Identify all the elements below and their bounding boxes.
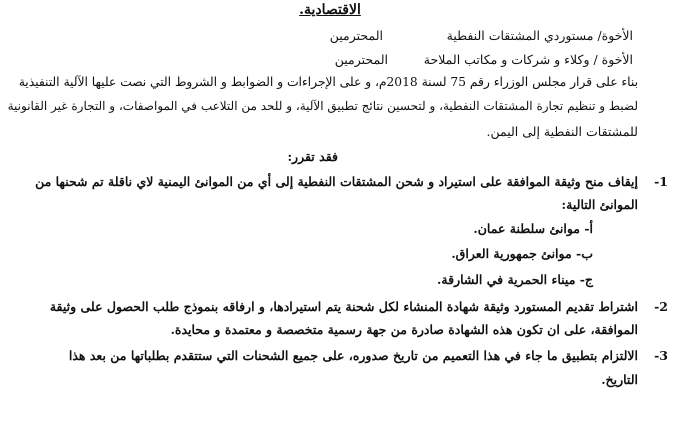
greeting-honorific-2: المحترمين [334,52,388,67]
item-text-line: الموافقة، على ان تكون هذه الشهادة صادرة من جهة رسمية متخصصة و معتمدة و محايدة. [170,322,638,337]
greeting-recipient-1: الأخوة/ مستوردي المشتقات النفطية [446,28,633,43]
item-text-line: اشتراط تقديم المستورد وثيقة شهادة المنشاء لكل شحنة يتم استيرادها، و ارفاقه بنموذج طلب الحصول على وثيقة [49,299,638,314]
item-text-line: إيقاف منح وثيقة الموافقة على استيراد و شحن المشتقات النفطية إلى أي من الموانئ اليمنية لاي ناقلة تم شحنها من [35,174,638,189]
port-item: ج- ميناء الحمرية في الشارقة. [437,272,593,287]
item-number: -2 [654,299,668,314]
item-text-line: الموانئ التالية: [561,197,638,212]
item-number: -3 [654,348,668,363]
item-text-line: التاريخ. [601,372,638,387]
preamble-line: بناء على قرار مجلس الوزراء رقم 75 لسنة 2018م، و على الإجراءات و الضوابط و الشروط التي نصت عليها الآلية التنفيذية [18,75,638,89]
decision-label: فقد تقرر: [287,149,338,164]
greeting-honorific-1: المحترمين [329,28,383,43]
greeting-recipient-2: الأخوة / وكلاء و شركات و مكاتب الملاحة [423,52,633,67]
item-text-line: الالتزام بتطبيق ما جاء في هذا التعميم من تاريخ صدوره، على جميع الشحنات التي ستتقدم بطلباتها من بعد هذا [68,348,638,363]
port-item: ب- موانئ جمهورية العراق. [451,246,593,261]
item-number: -1 [654,174,668,189]
preamble-line: لضبط و تنظيم تجارة المشتقات النفطية، و لتحسين نتائج تطبيق الآلية، و للحد من التلاعب في المواصفات، و التجارة غير القانونية [7,99,638,113]
port-item: أ- موانئ سلطنة عمان. [473,221,593,236]
document-heading: الاقتصادية. [299,2,361,18]
preamble-line: للمشتقات النفطية إلى اليمن. [486,124,638,139]
